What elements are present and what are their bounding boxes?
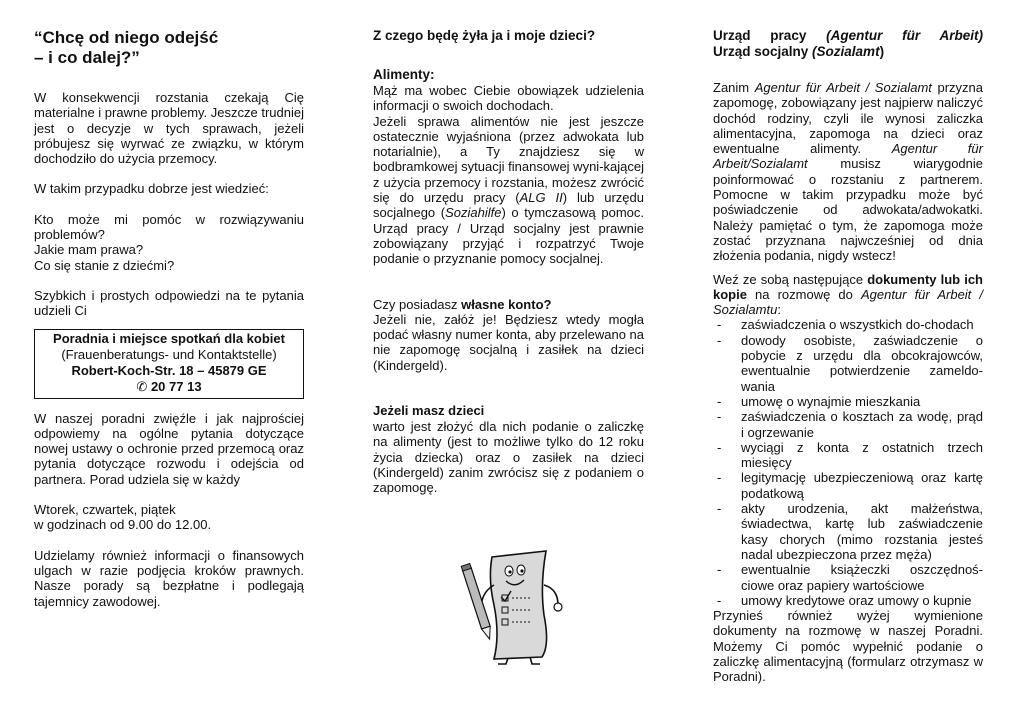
list-item: - akty urodzenia, akt małżeństwa, świadectwa, kartę lub zaświadczenie kasy chorych (mimo rozstania jesteś nadal ubezpieczona przez męża): [741, 501, 983, 562]
know-paragraph: W takim przypadku dobrze jest wiedzieć:: [34, 181, 269, 197]
column-2: [373, 24, 644, 496]
list-item: - umowy kredytowe oraz umowy o kupnie: [741, 593, 983, 608]
phone-icon: ✆: [136, 379, 148, 395]
list-item: - wyciągi z konta z ostatnich trzech miesięcy: [741, 440, 983, 471]
children-heading: Jeżeli masz dzieci: [373, 403, 485, 419]
contact-german-name: (Frauenberatungs- und Kontaktstelle): [61, 346, 277, 362]
column-1: [34, 24, 304, 609]
checklist-character-icon: [454, 545, 574, 665]
intro-paragraph: W konsekwencji rozstania czekają Cię materialne i prawne problemy. Jeszcze trudniej jest o decyzje w tych sprawach, jeżeli próbujesz się wyrwać ze związku, w którym dochodziło do użycia przemocy.: [34, 90, 304, 167]
office-paragraph: Zanim Agentur für Arbeit / Sozialamt przyzna zapomogę, zobowiązany jest najpierw naliczyć dochód rodziny, czyli ile wynosi zaliczka alimentacyjna, zapomoga na dzieci oraz ewentualne alimenty. Agentur für Arbeit/Sozialamt musisz wiarygodnie poinformować o rozstaniu z partnerem. Pomocne w takim przypadku może być poświadczenie od adwokata/adwokatki. Należy pamiętać o tym, że zapomoga może zostać przyznana najwcześniej od dnia złożenia podania, nigdy wstecz!: [713, 80, 983, 264]
list-item: - legitymację ubezpieczeniową oraz kartę podatkową: [741, 470, 983, 501]
list-item: - dowody osobiste, zaświadczenie o pobycie z urzędu dla obcokrajowców, ewentualnie potwierdzenie zameldo-wania: [741, 333, 983, 394]
contact-phone: 20 77 13: [150, 378, 202, 394]
info-paragraph: Udzielamy również informacji o finansowych ulgach w razie podjęcia kroków prawnych. Nasze porady są bezpłatne i podlegają tajemnicy zawodowej.: [34, 547, 304, 609]
list-item: - ewentualnie książeczki oszczędnoś-ciowe oraz papiery wartościowe: [741, 562, 983, 593]
list-item: - umowę o wynajmie mieszkania: [741, 394, 983, 409]
contact-box: [34, 329, 304, 399]
contact-name: Poradnia i miejsce spotkań dla kobiet: [53, 330, 285, 346]
alimony-paragraph-1: Mąż ma wobec Ciebie obowiązek udzielenia informacji o swoich dochodach.: [373, 83, 644, 114]
income-heading: Z czego będę żyła ja i moje dzieci?: [373, 28, 596, 43]
answer-paragraph: Szybkich i prostych odpowiedzi na te pytania udzieli Ci: [34, 287, 304, 319]
account-paragraph: Czy posiadasz własne konto? Jeżeli nie, załóż je! Będziesz wtedy mogła podać własny numer konta, aby przelewano na nie zapomogę socjalną i zasiłek na dzieci (Kindergeld).: [373, 296, 644, 373]
documents-list: [737, 317, 983, 608]
column-3: [713, 24, 983, 685]
alimony-paragraph-2: Jeżeli sprawa alimentów nie jest jeszcze ostatecznie wyjaśniona (przez adwokata lub notarialnie), a Ty znajdziesz się w bodbramkowej sytuacji finansowej wyni-kającej z użycia przemocy i rozstania, możesz zwrócić się do urzędu pracy (ALG II) lub urzędu socjalnego (Soziahilfe) o tymczasową pomoc. Urząd pracy / Urząd socjalny jest prawnie zobowiązany przyjąć i rozpatrzyć Twoje podanie o przyznanie pomocy socjalnej.: [373, 113, 644, 267]
list-item: - zaświadczenia o kosztach za wodę, prąd i ogrzewanie: [741, 409, 983, 440]
office-hours: w godzinach od 9.00 do 12.00.: [34, 517, 212, 533]
question-1: Kto może mi pomóc w rozwiązywaniu problemów?: [34, 211, 304, 243]
question-2: Jakie mam prawa?: [34, 242, 144, 258]
office-heading: Urząd pracy (Agentur für Arbeit): [713, 28, 983, 43]
question-3: Co się stanie z dziećmi?: [34, 257, 175, 273]
office-days: Wtorek, czwartek, piątek: [34, 502, 176, 518]
children-paragraph: warto jest złożyć dla nich podanie o zaliczkę na alimenty (jest to możliwe tylko do 12 roku życia dziecka) oraz o zasiłek na dzieci (Kindergeld) zanim zwrócisz się z podaniem o zapomogę.: [373, 419, 644, 496]
advice-paragraph: W naszej poradni zwięźle i jak najprościej odpowiemy na ogólne pytania dotyczące nowej ustawy o ochronie przed przemocą oraz pytania dotyczące rozwodu i odejścia od partnera. Porad udziela się w każdy: [34, 410, 304, 487]
contact-phone-row: [39, 379, 299, 396]
page-title: “Chcę od niego odejść – i co dalej?”: [34, 28, 219, 67]
alimony-heading: Alimenty:: [373, 67, 435, 82]
list-item: - zaświadczenia o wszystkich do-chodach: [741, 317, 983, 332]
closing-paragraph: Przynieś również wyżej wymienione dokumenty na rozmowę w naszej Poradni. Możemy Ci pomóc wypełnić podanie o zaliczkę alimentacyjną (formularz otrzymasz w Poradni).: [713, 608, 983, 685]
contact-address: Robert-Koch-Str. 18 – 45879 GE: [71, 362, 267, 378]
social-office-heading: Urząd socjalny (Sozialamt): [713, 44, 885, 59]
documents-intro: Weź ze sobą następujące dokumenty lub ich kopie na rozmowę do Agentur für Arbeit / Sozialamtu:: [713, 271, 983, 318]
